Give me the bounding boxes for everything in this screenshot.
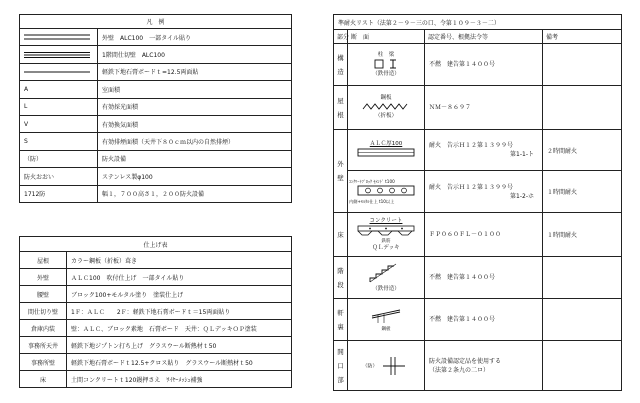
section-structure: 構造 (334, 44, 348, 86)
finish-label: 腰壁 (20, 286, 67, 303)
legend-desc: 有効換気面積 (98, 115, 292, 132)
cert-eaves: 不燃 建告第１４００号 (425, 299, 543, 341)
fire-row-wall-1 (334, 130, 622, 171)
folded-plate-icon (363, 102, 409, 111)
finish-value: 軽鉄下地石膏ボードｔ12.5+クロス貼り グラスウール断熱材ｔ50 (67, 354, 292, 371)
finish-label: 外壁 (20, 269, 67, 286)
legend-symbol: S (20, 133, 98, 150)
finish-value: ＡＬＣ100 吹付仕上げ 一部タイル貼り (67, 269, 292, 286)
header-section: 部分 (334, 30, 348, 44)
legend-symbol: （防） (20, 150, 98, 167)
note-roof (543, 86, 622, 130)
section-roof: 屋根 (334, 86, 348, 130)
finish-label: 事務所壁 (20, 354, 67, 371)
finish-label: 倉庫内装 (20, 320, 67, 337)
note-stairs (543, 257, 622, 299)
legend-row (20, 46, 292, 63)
finish-value: 1Ｆ：ＡＬＣ 2Ｆ：軽鉄下地石膏ボードｔ＝15両面貼り (67, 303, 292, 320)
legend-symbol (20, 29, 98, 46)
header-note: 備考 (543, 30, 622, 44)
legend-row (20, 185, 292, 202)
double-line-icon (24, 33, 90, 41)
legend-desc: 有効採光面積 (98, 98, 292, 115)
cert-opening: 防火設備認定品を使用する （法第２条九の二ロ） (425, 341, 543, 391)
finish-table (19, 236, 292, 388)
diagram-opening: （防） (348, 341, 425, 391)
note-wall-1: ２時間耐火 (543, 130, 622, 171)
legend-row (20, 115, 292, 132)
deck-slab-icon (356, 225, 416, 236)
finish-row (20, 337, 292, 354)
fire-row-structure (334, 44, 622, 86)
note-floor: １時間耐火 (543, 213, 622, 257)
finish-title: 仕上げ表 (20, 237, 292, 252)
legend-desc: 防火設備 (98, 150, 292, 167)
finish-value: カラー鋼板（折板）葺き (67, 252, 292, 269)
legend-symbol: 1712防 (20, 185, 98, 202)
legend-row (20, 29, 292, 46)
finish-row (20, 303, 292, 320)
legend-row (20, 150, 292, 167)
legend-desc: 1階間仕切壁 ALC100 (98, 46, 292, 63)
legend-desc: 軽鉄下地石膏ボードｔ=12.5両面貼 (98, 63, 292, 80)
section-floor: 床 (334, 213, 348, 257)
concrete-block-icon (356, 185, 416, 196)
legend-row (20, 81, 292, 98)
legend-row (20, 168, 292, 185)
section-wall: 外壁 (334, 130, 348, 213)
finish-row (20, 371, 292, 388)
finish-value: 壁：ＡＬＣ、ブロック素地 石膏ボード 天井：ＱＬデッキＯＰ塗装 (67, 320, 292, 337)
column-beam-icon (366, 59, 406, 69)
finish-label: 屋根 (20, 252, 67, 269)
finish-value: 土間コンクリートｔ120鏝押さえ ﾜｲﾔｰﾒｯｼｭ補強 (67, 371, 292, 388)
alc-panel-icon (356, 148, 416, 157)
legend-symbol: V (20, 115, 98, 132)
diagram-eaves: 鋼板 (348, 299, 425, 341)
legend-symbol (20, 63, 98, 80)
fire-list-table (333, 14, 622, 391)
diagram-structure: 柱 梁 （鉄骨造） (348, 44, 425, 86)
finish-row (20, 286, 292, 303)
fire-row-wall-2 (334, 171, 622, 213)
eaves-icon (366, 306, 406, 324)
triple-line-icon (24, 51, 90, 59)
fire-door-icon (379, 355, 409, 377)
finish-row (20, 320, 292, 337)
legend-symbol: L (20, 98, 98, 115)
fire-row-opening (334, 341, 622, 391)
single-line-icon (24, 68, 90, 76)
finish-row (20, 269, 292, 286)
finish-value: 軽鉄下地ジプトン打ち上げ グラスウール断熱材ｔ50 (67, 337, 292, 354)
fire-row-stairs (334, 257, 622, 299)
cert-stairs: 不燃 建告第１４００号 (425, 257, 543, 299)
cert-structure: 不燃 建告第１４００号 (425, 44, 543, 86)
legend-symbol (20, 46, 98, 63)
diagram-roof: 鋼板 （折板） (348, 86, 425, 130)
diagram-wall-alc: ＡＬＣ厚100 (348, 130, 425, 171)
finish-label: 事務所天井 (20, 337, 67, 354)
finish-label: 床 (20, 371, 67, 388)
cert-roof: ＮＭ－８６９７ (425, 86, 543, 130)
legend-title: 凡 例 (20, 15, 292, 29)
fire-row-floor (334, 213, 622, 257)
finish-row (20, 354, 292, 371)
section-eaves: 軒裏 (334, 299, 348, 341)
legend-symbol: A (20, 81, 98, 98)
header-cert: 認定番号、根拠法令等 (425, 30, 543, 44)
legend-desc: 幅１，７００高さ１，２００防火設備 (98, 185, 292, 202)
diagram-floor: コンクリート 鉄筋 ＱＬデッキ (348, 213, 425, 257)
fire-list-title: 準耐火リスト（法第２－９－三の口、令第１０９－３－二） (334, 15, 622, 30)
stairs-icon (366, 262, 406, 284)
legend-row (20, 133, 292, 150)
note-opening (543, 341, 622, 391)
legend-desc: 室面積 (98, 81, 292, 98)
finish-label: 間仕切り壁 (20, 303, 67, 320)
diagram-stairs: （鉄骨造） (348, 257, 425, 299)
finish-row (20, 252, 292, 269)
note-eaves (543, 299, 622, 341)
cert-wall-2: 耐火 告示Ｈ１２第１３９９号 第1-2-ホ (425, 171, 543, 213)
section-stairs: 階段 (334, 257, 348, 299)
fire-row-eaves (334, 299, 622, 341)
legend-symbol: 防火おおい (20, 168, 98, 185)
legend-row (20, 63, 292, 80)
note-structure (543, 44, 622, 86)
header-diagram: 断 面 (348, 30, 425, 44)
cert-wall-1: 耐火 告示Ｈ１２第１３９９号 第1-1-ト (425, 130, 543, 171)
fire-header-row (334, 30, 622, 44)
legend-desc: 外壁 ALC100 一部タイル貼り (98, 29, 292, 46)
diagram-wall-block: ｺﾝｸﾘｰﾄﾌﾞﾛｯｸ ｾﾒﾝﾄﾞ t100 内側+ﾓﾙﾀﾙ仕上 t10以上 (348, 171, 425, 213)
finish-value: ブロック100+モルタル塗り 塗装仕上げ (67, 286, 292, 303)
fire-row-roof (334, 86, 622, 130)
legend-row (20, 98, 292, 115)
cert-floor: ＦＰ０６０ＦＬ－０１００ (425, 213, 543, 257)
legend-desc: 有効排煙面積（天井下８０ｃｍ以内の自然排煙） (98, 133, 292, 150)
section-opening: 開口部 (334, 341, 348, 391)
legend-table (19, 14, 292, 203)
legend-desc: ステンレス製φ100 (98, 168, 292, 185)
note-wall-2: １時間耐火 (543, 171, 622, 213)
